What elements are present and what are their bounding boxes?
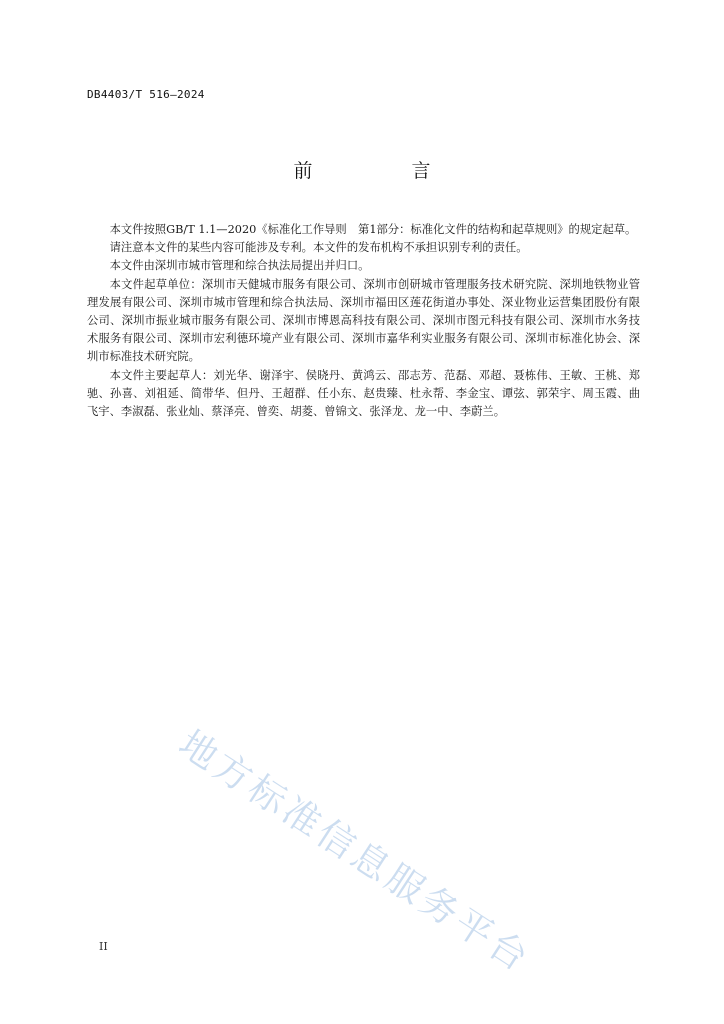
paragraph-drafters: 本文件主要起草人：刘光华、谢泽宇、侯晓丹、黄鸿云、邵志芳、范磊、邓超、聂栋伟、王敏、王桃、郑驰、孙喜、刘祖延、简带华、但丹、王超群、任小东、赵贵臻、杜永帮、李金宝、谭弦、郭荣宇、周玉霞、曲飞宇、李淑磊、张业灿、蔡泽亮、曾奕、胡菱、曾锦文、张泽龙、龙一中、李蔚兰。 xyxy=(87,368,640,419)
paragraph-drafting-rules: 本文件按照GB/T 1.1—2020《标准化工作导则 第1部分：标准化文件的结构和起草规则》的规定起草。 xyxy=(109,223,637,236)
paragraph-patent-notice: 请注意本文件的某些内容可能涉及专利。本文件的发布机构不承担识别专利的责任。 xyxy=(109,241,528,255)
foreword-body xyxy=(87,221,640,421)
paragraph-proposer: 本文件由深圳市城市管理和综合执法局提出并归口。 xyxy=(109,259,370,273)
paragraph-drafting-units: 本文件起草单位：深圳市天健城市服务有限公司、深圳市创研城市管理服务技术研究院、深圳地铁物业管理发展有限公司、深圳市城市管理和综合执法局、深圳市福田区莲花街道办事处、深业物业运营集团股份有限公司、深圳市振业城市服务有限公司、深圳市博恩高科技有限公司、深圳市图元科技有限公司、深圳市水务技术服务有限公司、深圳市宏利德环境产业有限公司、深圳市嘉华利实业服务有限公司、深圳市标准化协会、深圳市标准技术研究院。 xyxy=(87,277,640,364)
document-code: DB4403/T 516—2024 xyxy=(87,88,205,101)
watermark: 地方标准信息服务平台 xyxy=(171,721,539,982)
page-title: 前 言 xyxy=(293,160,471,182)
page-number: II xyxy=(99,940,108,953)
